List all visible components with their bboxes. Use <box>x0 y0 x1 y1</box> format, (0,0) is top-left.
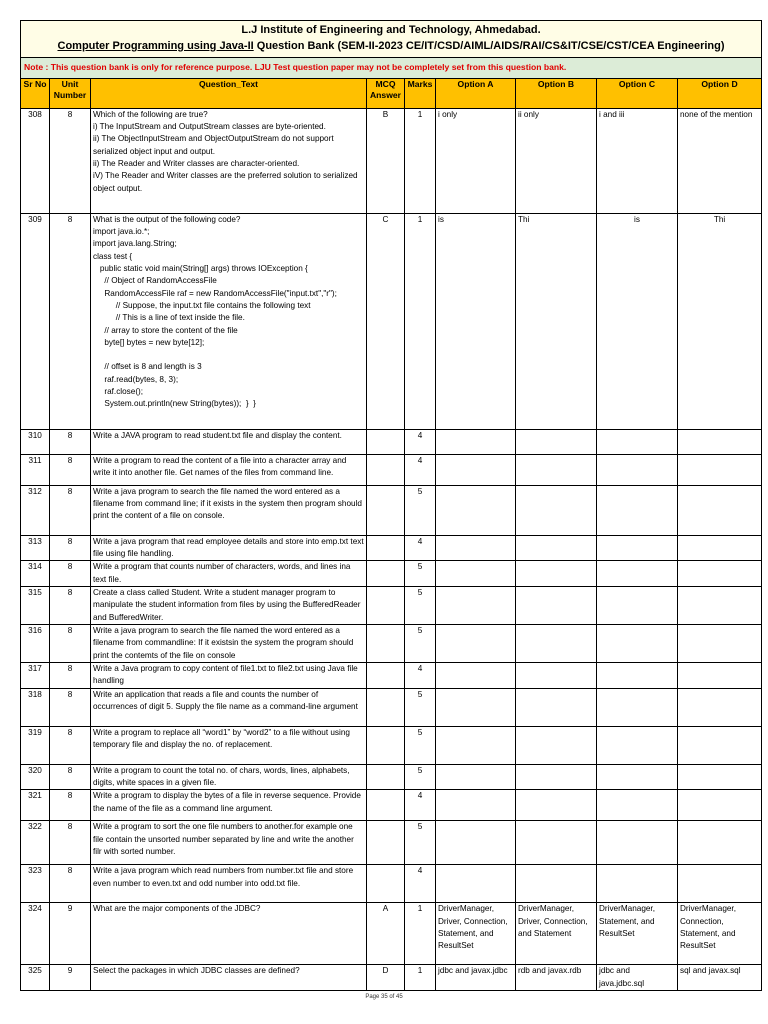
cell-option-a: DriverManager, Driver, Connection, Statement, and ResultSet <box>436 903 516 965</box>
cell-sr-no: 324 <box>21 903 50 965</box>
cell-mcq-answer <box>367 625 405 663</box>
cell-option-d <box>678 663 762 689</box>
cell-unit-number: 8 <box>50 663 91 689</box>
title-block <box>21 21 762 58</box>
cell-option-b: DriverManager, Driver, Connection, and Statement <box>516 903 597 965</box>
cell-option-b <box>516 429 597 454</box>
cell-unit-number: 8 <box>50 688 91 726</box>
column-header-row <box>21 78 762 108</box>
cell-option-d <box>678 587 762 625</box>
column-header-marks: Marks <box>405 78 436 108</box>
cell-sr-no: 317 <box>21 663 50 689</box>
table-row <box>21 965 762 991</box>
column-header-question-text: Question_Text <box>91 78 367 108</box>
cell-marks: 4 <box>405 429 436 454</box>
table-row <box>21 790 762 821</box>
cell-option-c <box>597 625 678 663</box>
cell-option-c: i and iii <box>597 108 678 213</box>
cell-option-a <box>436 790 516 821</box>
cell-option-a <box>436 821 516 865</box>
cell-unit-number: 8 <box>50 485 91 535</box>
table-row <box>21 865 762 903</box>
course-subtitle: Question Bank (SEM-II-2023 CE/IT/CSD/AIML/AIDS/RAI/CS&IT/CSE/CST/CEA Engineering) <box>253 39 725 52</box>
cell-option-a <box>436 587 516 625</box>
cell-marks: 1 <box>405 213 436 429</box>
cell-option-d <box>678 726 762 764</box>
cell-sr-no: 311 <box>21 454 50 485</box>
cell-unit-number: 8 <box>50 865 91 903</box>
cell-marks: 1 <box>405 108 436 213</box>
cell-question-text: Write a Java program to copy content of file1.txt to file2.txt using Java file handling <box>91 663 367 689</box>
cell-option-c <box>597 535 678 561</box>
cell-unit-number: 8 <box>50 213 91 429</box>
cell-unit-number: 8 <box>50 561 91 587</box>
table-row <box>21 688 762 726</box>
cell-option-b <box>516 663 597 689</box>
cell-sr-no: 309 <box>21 213 50 429</box>
cell-mcq-answer <box>367 865 405 903</box>
cell-question-text: Write an application that reads a file and counts the number of occurrences of digit 5. Supply the file name as a command-line argument <box>91 688 367 726</box>
table-row <box>21 108 762 213</box>
reference-note: Note : This question bank is only for reference purpose. LJU Test question paper may not be completely set from this question bank. <box>21 57 762 78</box>
cell-unit-number: 8 <box>50 726 91 764</box>
cell-option-b: rdb and javax.rdb <box>516 965 597 991</box>
cell-marks: 5 <box>405 688 436 726</box>
cell-mcq-answer <box>367 663 405 689</box>
cell-marks: 5 <box>405 625 436 663</box>
cell-unit-number: 9 <box>50 903 91 965</box>
table-row <box>21 821 762 865</box>
cell-mcq-answer: A <box>367 903 405 965</box>
column-header-mcq-answer: MCQ Answer <box>367 78 405 108</box>
cell-option-c <box>597 688 678 726</box>
cell-option-b <box>516 865 597 903</box>
cell-sr-no: 314 <box>21 561 50 587</box>
cell-option-d: Thi <box>678 213 762 429</box>
cell-question-text: Write a program to display the bytes of a file in reverse sequence. Provide the name of the file as a command line argument. <box>91 790 367 821</box>
cell-option-b <box>516 688 597 726</box>
cell-option-b <box>516 454 597 485</box>
cell-option-d <box>678 865 762 903</box>
cell-unit-number: 8 <box>50 764 91 790</box>
cell-sr-no: 315 <box>21 587 50 625</box>
cell-sr-no: 312 <box>21 485 50 535</box>
cell-sr-no: 308 <box>21 108 50 213</box>
cell-sr-no: 323 <box>21 865 50 903</box>
cell-option-d <box>678 485 762 535</box>
cell-marks: 5 <box>405 561 436 587</box>
cell-mcq-answer: D <box>367 965 405 991</box>
cell-mcq-answer <box>367 790 405 821</box>
table-row <box>21 454 762 485</box>
cell-option-d <box>678 625 762 663</box>
cell-option-b <box>516 485 597 535</box>
cell-option-d: sql and javax.sql <box>678 965 762 991</box>
cell-question-text: Write a java program which read numbers from number.txt file and store even number to even.txt and odd number into odd.txt file. <box>91 865 367 903</box>
cell-marks: 4 <box>405 865 436 903</box>
cell-option-b <box>516 726 597 764</box>
cell-mcq-answer <box>367 561 405 587</box>
cell-question-text: Write a program to sort the one file numbers to another.for example one file contain the unsorted number separated by line and write the another filr with sorted number. <box>91 821 367 865</box>
cell-sr-no: 322 <box>21 821 50 865</box>
cell-sr-no: 318 <box>21 688 50 726</box>
cell-option-d <box>678 454 762 485</box>
cell-option-c: DriverManager, Statement, and ResultSet <box>597 903 678 965</box>
cell-unit-number: 8 <box>50 429 91 454</box>
table-row <box>21 663 762 689</box>
cell-marks: 4 <box>405 790 436 821</box>
cell-option-c <box>597 663 678 689</box>
cell-option-b <box>516 587 597 625</box>
cell-question-text: Write a java program to search the file named the word entered as a filename from commandline: If it existsin the system the program should print the contemts of the file on console <box>91 625 367 663</box>
column-header-sr-no: Sr No <box>21 78 50 108</box>
cell-question-text: What is the output of the following code? import java.io.*; import java.lang.String; class test { public static void main(String[] args) throws IOException { // Object of RandomAccessFile RandomAccessFile raf = new RandomAccessFile("input.txt","r"); // Suppose, the input.txt file contains the following text // This is a line of text inside the file. // array to store the content of the file byte[] bytes = new byte[12]; // offset is 8 and length is 3 raf.read(bytes, 8, 3); raf.close(); System.out.println(new String(bytes)); } } <box>91 213 367 429</box>
cell-option-a <box>436 454 516 485</box>
cell-option-d <box>678 535 762 561</box>
cell-option-d <box>678 688 762 726</box>
cell-mcq-answer <box>367 485 405 535</box>
table-row <box>21 561 762 587</box>
cell-option-b <box>516 790 597 821</box>
cell-marks: 4 <box>405 535 436 561</box>
cell-marks: 5 <box>405 764 436 790</box>
cell-option-a <box>436 535 516 561</box>
cell-marks: 5 <box>405 587 436 625</box>
table-row <box>21 587 762 625</box>
cell-mcq-answer: C <box>367 213 405 429</box>
cell-option-b: Thi <box>516 213 597 429</box>
cell-option-a: i only <box>436 108 516 213</box>
question-bank-table <box>20 20 762 991</box>
cell-mcq-answer <box>367 726 405 764</box>
cell-sr-no: 325 <box>21 965 50 991</box>
cell-option-a <box>436 429 516 454</box>
cell-question-text: Write a java program that read employee details and store into emp.txt text file using file handling. <box>91 535 367 561</box>
cell-option-a <box>436 764 516 790</box>
cell-option-d <box>678 790 762 821</box>
cell-option-a <box>436 485 516 535</box>
cell-option-a <box>436 688 516 726</box>
cell-option-c <box>597 485 678 535</box>
cell-option-c: is <box>597 213 678 429</box>
cell-question-text: Write a program to count the total no. of chars, words, lines, alphabets, digits, white spaces in a given file. <box>91 764 367 790</box>
table-row <box>21 625 762 663</box>
table-row <box>21 726 762 764</box>
cell-option-d <box>678 764 762 790</box>
cell-mcq-answer <box>367 535 405 561</box>
cell-unit-number: 8 <box>50 587 91 625</box>
cell-question-text: Write a JAVA program to read student.txt file and display the content. <box>91 429 367 454</box>
cell-option-c <box>597 429 678 454</box>
cell-option-c <box>597 865 678 903</box>
cell-question-text: Which of the following are true? i) The InputStream and OutputStream classes are byte-oriented. ii) The ObjectInputStream and ObjectOutputStream do not support serialized object input and output. ii) The Reader and Writer classes are character-oriented. iV) The Reader and Writer classes are the preferred solution to serialized object output. <box>91 108 367 213</box>
cell-option-a <box>436 561 516 587</box>
cell-option-c <box>597 726 678 764</box>
cell-option-b <box>516 535 597 561</box>
cell-mcq-answer <box>367 764 405 790</box>
cell-sr-no: 310 <box>21 429 50 454</box>
table-row <box>21 429 762 454</box>
cell-marks: 1 <box>405 965 436 991</box>
cell-option-b <box>516 561 597 587</box>
cell-question-text: Write a program to read the content of a file into a character array and write it into another file. Get names of the files from command line. <box>91 454 367 485</box>
cell-mcq-answer: B <box>367 108 405 213</box>
cell-unit-number: 8 <box>50 108 91 213</box>
cell-mcq-answer <box>367 688 405 726</box>
page-number: Page 35 of 45 <box>365 994 403 1000</box>
cell-unit-number: 8 <box>50 821 91 865</box>
cell-option-c <box>597 587 678 625</box>
course-title <box>25 39 757 55</box>
cell-marks: 4 <box>405 663 436 689</box>
cell-option-a: jdbc and javax.jdbc <box>436 965 516 991</box>
cell-mcq-answer <box>367 821 405 865</box>
cell-question-text: Write a program to replace all “word1” by “word2” to a file without using temporary file and display the no. of replacement. <box>91 726 367 764</box>
cell-mcq-answer <box>367 454 405 485</box>
cell-option-b <box>516 821 597 865</box>
cell-sr-no: 316 <box>21 625 50 663</box>
cell-marks: 5 <box>405 726 436 764</box>
cell-option-d <box>678 561 762 587</box>
cell-question-text: Write a java program to search the file named the word entered as a filename from command line; if it exists in the system then program should print the content of a file on console. <box>91 485 367 535</box>
table-row <box>21 213 762 429</box>
cell-option-a: is <box>436 213 516 429</box>
cell-unit-number: 8 <box>50 790 91 821</box>
cell-sr-no: 321 <box>21 790 50 821</box>
cell-option-b: ii only <box>516 108 597 213</box>
cell-question-text: Select the packages in which JDBC classes are defined? <box>91 965 367 991</box>
cell-mcq-answer <box>367 587 405 625</box>
cell-question-text: What are the major components of the JDBC? <box>91 903 367 965</box>
cell-sr-no: 320 <box>21 764 50 790</box>
cell-sr-no: 313 <box>21 535 50 561</box>
cell-option-a <box>436 663 516 689</box>
column-header-option-d: Option D <box>678 78 762 108</box>
cell-option-a <box>436 726 516 764</box>
column-header-option-b: Option B <box>516 78 597 108</box>
table-row <box>21 764 762 790</box>
cell-option-c <box>597 561 678 587</box>
cell-unit-number: 8 <box>50 625 91 663</box>
cell-marks: 5 <box>405 821 436 865</box>
cell-option-d <box>678 821 762 865</box>
cell-unit-number: 9 <box>50 965 91 991</box>
cell-option-a <box>436 625 516 663</box>
cell-sr-no: 319 <box>21 726 50 764</box>
cell-option-c <box>597 764 678 790</box>
table-row <box>21 485 762 535</box>
column-header-option-c: Option C <box>597 78 678 108</box>
cell-marks: 4 <box>405 454 436 485</box>
cell-question-text: Write a program that counts number of characters, words, and lines ina text file. <box>91 561 367 587</box>
cell-option-c <box>597 454 678 485</box>
cell-unit-number: 8 <box>50 454 91 485</box>
cell-option-d: DriverManager, Connection, Statement, and ResultSet <box>678 903 762 965</box>
cell-option-c: jdbc and java.jdbc.sql <box>597 965 678 991</box>
institute-title: L.J Institute of Engineering and Technology, Ahmedabad. <box>241 24 541 36</box>
column-header-option-a: Option A <box>436 78 516 108</box>
course-name: Computer Programming using Java-II <box>57 39 254 52</box>
table-row <box>21 903 762 965</box>
cell-option-d: none of the mention <box>678 108 762 213</box>
table-row <box>21 535 762 561</box>
cell-option-c <box>597 821 678 865</box>
cell-unit-number: 8 <box>50 535 91 561</box>
cell-marks: 1 <box>405 903 436 965</box>
cell-option-b <box>516 764 597 790</box>
cell-option-a <box>436 865 516 903</box>
cell-marks: 5 <box>405 485 436 535</box>
cell-option-d <box>678 429 762 454</box>
cell-option-c <box>597 790 678 821</box>
cell-mcq-answer <box>367 429 405 454</box>
cell-question-text: Create a class called Student. Write a student manager program to manipulate the student information from files by using the BufferedReader and BufferedWriter. <box>91 587 367 625</box>
column-header-unit-number: Unit Number <box>50 78 91 108</box>
cell-option-b <box>516 625 597 663</box>
